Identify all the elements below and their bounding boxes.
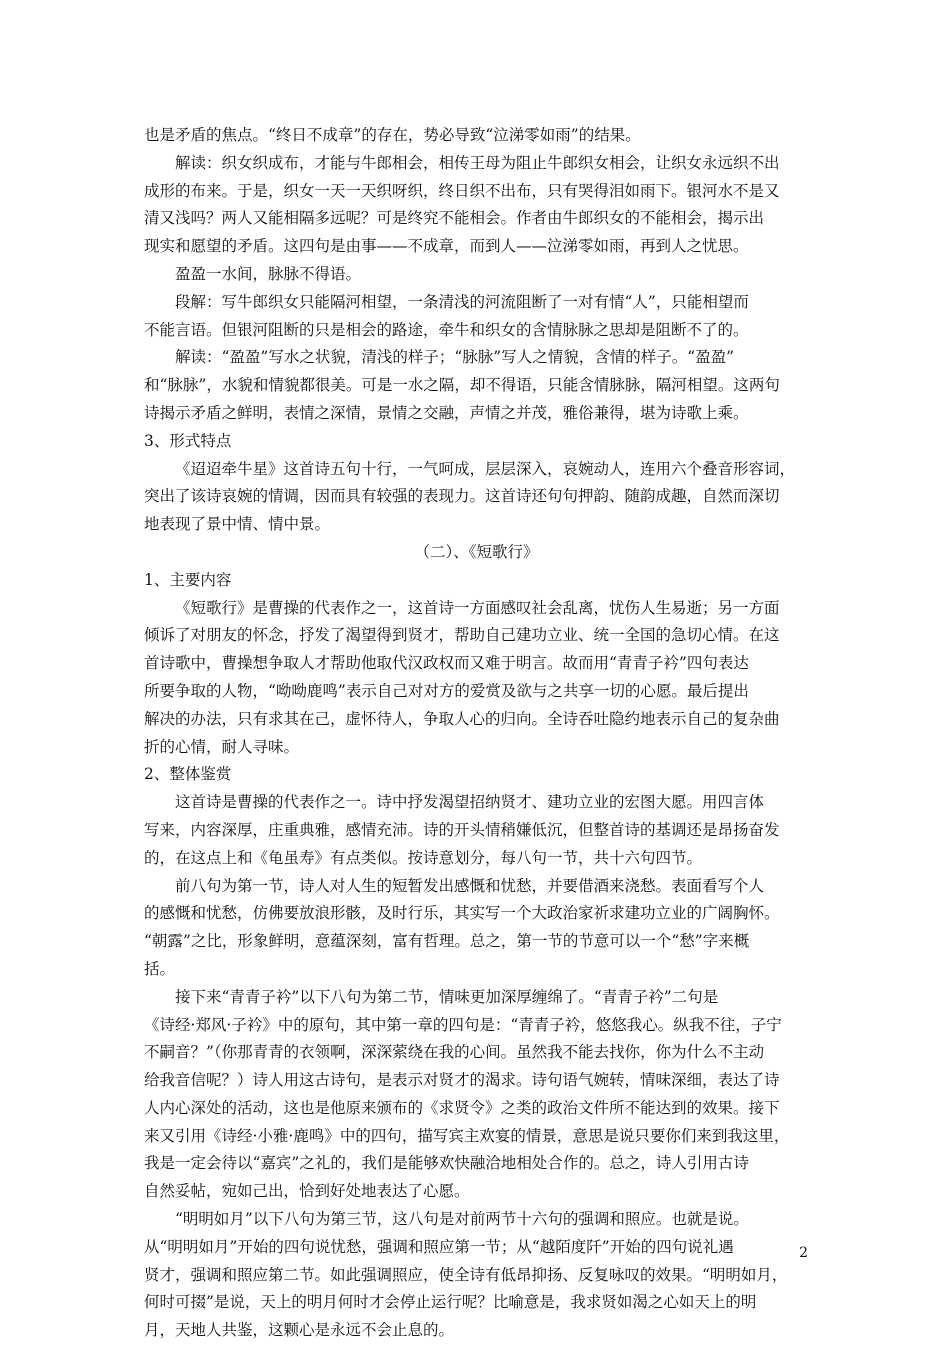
text-line: 成形的布来。于是，织女一天一天织呀织，终日织不出布，只有哭得泪如雨下。银河水不是又 — [144, 181, 780, 200]
section-heading: （二）、《短歌行》 — [414, 542, 539, 561]
text-line: 清又浅吗？两人又能相隔多远呢？可是终究不能相会。作者由牛郎织女的不能相会，揭示出 — [144, 209, 765, 228]
text-line: 段解：写牛郎织女只能隔河相望，一条清浅的河流阻断了一对有情“人”，只能相望而 — [175, 292, 749, 311]
text-line: 括。 — [144, 959, 176, 978]
text-line: 给我音信呢？）诗人用这古诗句，是表示对贤才的渴求。诗句语气婉转，情味深细，表达了诗 — [144, 1071, 780, 1090]
text-line: 何时可掇”是说，天上的明月何时才会停止运行呢？比喻意是，我求贤如渴之心如天上的明 — [144, 1293, 757, 1312]
text-line: 月，天地人共鉴，这颗心是永远不会止息的。 — [144, 1321, 455, 1340]
text-line: 和“脉脉”，水貌和情貌都很美。可是一水之隔，却不得语，只能含情脉脉，隔河相望。这两句 — [144, 376, 780, 395]
text-line: 诗揭示矛盾之鲜明，表情之深情，景情之交融，声情之并茂，雅俗兼得，堪为诗歌上乘。 — [144, 403, 749, 422]
text-line: 来又引用《诗经·小雅·鹿鸣》中的四句，描写宾主欢宴的情景，意思是说只要你们来到我这里， — [144, 1126, 790, 1145]
text-line: 贤才，强调和照应第二节。如此强调照应，使全诗有低昂抑扬、反复咏叹的效果。“明明如月， — [144, 1265, 788, 1284]
text-line: 倾诉了对朋友的怀念，抒发了渴望得到贤才，帮助自己建功立业、统一全国的急切心情。在这 — [144, 626, 780, 645]
text-line: 的，在这点上和《龟虽寿》有点类似。按诗意划分，每八句一节，共十六句四节。 — [144, 848, 703, 867]
text-line: 我是一定会待以“嘉宾”之礼的，我们是能够欢快融洽地相处合作的。总之，诗人引用古诗 — [144, 1154, 749, 1173]
text-line: 所要争取的人物，“呦呦鹿鸣”表示自己对对方的爱赏及欲与之共享一切的心愿。最后提出 — [144, 681, 749, 700]
text-line: 《诗经·郑风·子衿》中的原句，其中第一章的四句是：“青青子衿，悠悠我心。纵我不往，子宁 — [144, 1015, 782, 1034]
text-line: 现实和愿望的矛盾。这四句是由事——不成章，而到人——泣涕零如雨，再到人之忧思。 — [144, 237, 749, 256]
text-line: 2、整体鉴赏 — [144, 765, 232, 784]
text-line: 写来，内容深厚，庄重典雅，感情充沛。诗的开头情稍嫌低沉，但整首诗的基调还是昂扬奋发 — [144, 820, 780, 839]
text-line: 1、主要内容 — [144, 570, 232, 589]
text-line: 接下来“青青子衿”以下八句为第二节，情味更加深厚缠绵了。“青青子衿”二句是 — [175, 987, 719, 1006]
text-line: 突出了该诗哀婉的情调，因而具有较强的表现力。这首诗还句句押韵、随韵成趣，自然而深切 — [144, 487, 780, 506]
text-line: 自然妥帖，宛如己出，恰到好处地表达了心愿。 — [144, 1182, 470, 1201]
text-line: “朝露”之比，形象鲜明，意蕴深刻，富有哲理。总之，第一节的节意可以一个“愁”字来概 — [144, 932, 750, 951]
page-number: 2 — [799, 1245, 808, 1261]
text-line: “明明如月”以下八句为第三节，这八句是对前两节十六句的强调和照应。也就是说。 — [175, 1210, 749, 1229]
text-line: 解决的办法，只有求其在己，虚怀待人，争取人心的归向。全诗吞吐隐约地表示自己的复杂曲 — [144, 709, 780, 728]
text-line: 的感慨和忧愁，仿佛要放浪形骸，及时行乐，其实写一个大政治家祈求建功立业的广阔胸怀。 — [144, 904, 780, 923]
text-line: 这首诗是曹操的代表作之一。诗中抒发渴望招纳贤才、建功立业的宏图大愿。用四言体 — [175, 793, 765, 812]
text-line: 《短歌行》是曹操的代表作之一，这首诗一方面感叹社会乱离，忧伤人生易逝；另一方面 — [175, 598, 780, 617]
text-line: 也是矛盾的焦点。“终日不成章”的存在，势必导致“泣涕零如雨”的结果。 — [144, 126, 641, 144]
text-line: 不能言语。但银河阻断的只是相会的路途，牵牛和织女的含情脉脉之思却是阻断不了的。 — [144, 320, 749, 339]
text-line: 解读：“盈盈”写水之状貌，清浅的样子；“脉脉”写人之情貌，含情的样子。“盈盈” — [175, 348, 735, 367]
text-line: 首诗歌中，曹操想争取人才帮助他取代汉政权而又难于明言。故而用“青青子衿”四句表达 — [144, 654, 749, 673]
text-line: 《迢迢牵牛星》这首诗五句十行，一气呵成，层层深入，哀婉动人，连用六个叠音形容词， — [175, 459, 796, 478]
text-line: 解读：织女织成布，才能与牛郎相会，相传王母为阻止牛郎织女相会，让织女永远织不出 — [175, 153, 780, 172]
text-line: 折的心情，耐人寻味。 — [144, 737, 300, 756]
text-line: 3、形式特点 — [144, 431, 232, 450]
text-line: 盈盈一水间，脉脉不得语。 — [175, 264, 362, 283]
text-line: 从“明明如月”开始的四句说忧愁，强调和照应第一节；从“越陌度阡”开始的四句说礼遇 — [144, 1237, 734, 1256]
text-line: 人内心深处的活动，这也是他原来颁布的《求贤令》之类的政治文件所不能达到的效果。接下 — [144, 1098, 780, 1117]
text-line: 不嗣音？”（你那青青的衣领啊，深深萦绕在我的心间。虽然我不能去找你，你为什么不主动 — [144, 1043, 765, 1062]
text-line: 前八句为第一节，诗人对人生的短暂发出感慨和忧愁，并要借酒来浇愁。表面看写个人 — [175, 876, 765, 895]
document-body — [144, 122, 809, 1345]
text-line: 地表现了景中情、情中景。 — [144, 515, 331, 534]
